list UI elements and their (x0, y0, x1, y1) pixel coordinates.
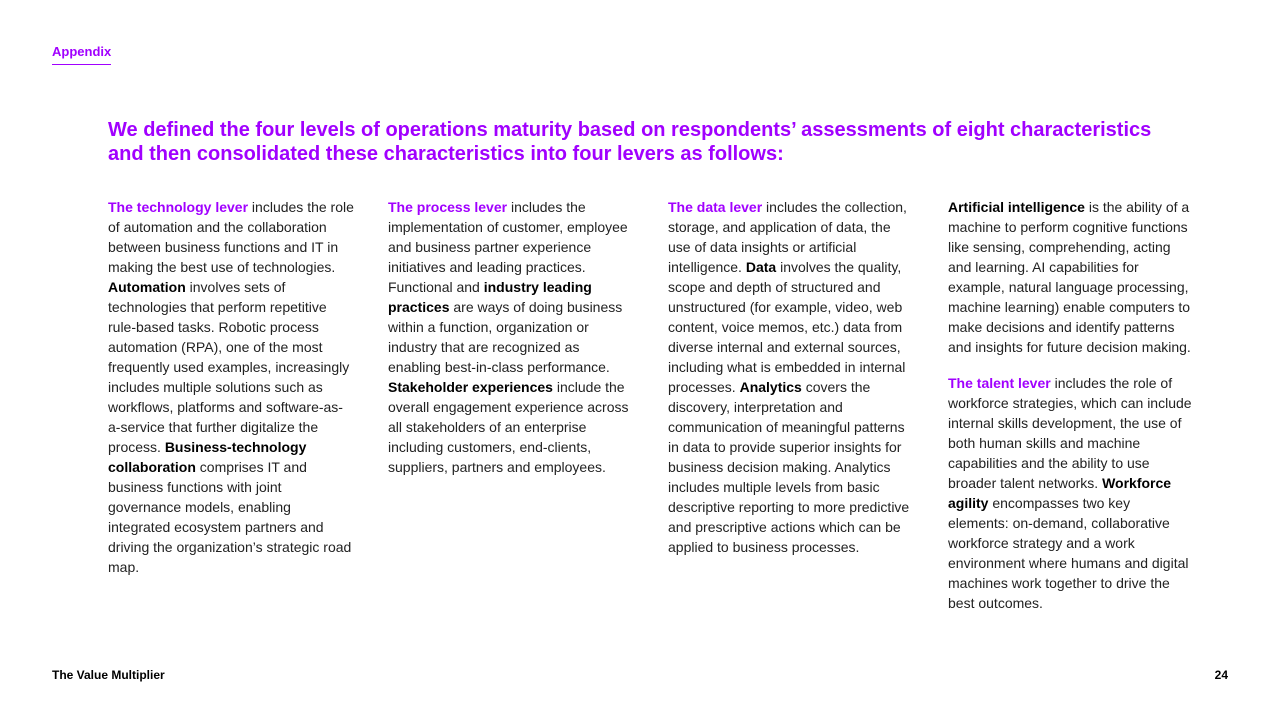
body-text: includes the implementation of customer, employee and business partner experience initiatives and leading practices. Functional and (388, 199, 628, 295)
body-text: includes the role of workforce strategies, which can include internal skills development, the use of both human skills and machine capabilities and the ability to use broader talent networks. (948, 375, 1192, 491)
ai-and-talent-column (948, 197, 1194, 629)
emphasis-text: Workforce agility (948, 475, 1172, 511)
body-text: is the ability of a machine to perform cognitive functions like sensing, comprehending, acting and learning. AI capabilities for example, natural language processing, machine learning) enable computers to make decisions and identify patterns and insights for future decision making. (948, 199, 1191, 355)
emphasis-text: Business-technology collaboration (108, 439, 307, 475)
emphasis-text: The talent lever (948, 375, 1051, 391)
technology-lever-column (108, 197, 354, 593)
column-paragraph (948, 373, 1194, 613)
body-text: include the overall engagement experience across all stakeholders of an enterprise including customers, end-clients, suppliers, partners and employees. (388, 379, 629, 475)
emphasis-text: Stakeholder experiences (388, 379, 553, 395)
footer-title: The Value Multiplier (52, 668, 165, 682)
emphasis-text: Data (745, 259, 777, 275)
process-lever-column (388, 197, 634, 493)
emphasis-text: Analytics (739, 379, 802, 395)
column-paragraph (668, 197, 914, 557)
column-paragraph (948, 197, 1194, 357)
section-tag: Appendix (52, 44, 111, 65)
emphasis-text: Artificial intelligence (948, 199, 1085, 215)
page-headline: We defined the four levels of operations maturity based on respondents’ assessments of eight characteristics and then consolidated these characteristics into four levers as follows: (108, 119, 1152, 165)
emphasis-text: The process lever (388, 199, 508, 215)
body-text: involves the quality, scope and depth of structured and unstructured (for example, video, web content, voice memos, etc.) data from diverse internal and external sources, including what is embedded in internal processes. (668, 259, 906, 395)
body-text: covers the discovery, interpretation and communication of meaningful patterns in data to provide superior insights for business decision making. Analytics includes multiple levels from basic descriptive reporting to more predictive and prescriptive actions which can be applied to business processes. (668, 379, 910, 555)
column-paragraph (388, 197, 634, 477)
body-text: includes the role of automation and the collaboration between business functions and IT in making the best use of technologies. (108, 199, 354, 275)
emphasis-text: The data lever (668, 199, 763, 215)
emphasis-text: industry leading practices (388, 279, 592, 315)
data-lever-column (668, 197, 914, 573)
body-text: includes the collection, storage, and application of data, the use of data insights or artificial intelligence. (668, 199, 907, 275)
emphasis-text: The technology lever (108, 199, 249, 215)
emphasis-text: Automation (108, 279, 186, 295)
body-text: involves sets of technologies that perform repetitive rule-based tasks. Robotic process automation (RPA), one of the most frequently used examples, increasingly includes multiple solutions such as workflows, platforms and software-as-a-service that further digitalize the process. (108, 279, 350, 455)
column-paragraph (108, 197, 354, 577)
page-number: 24 (1214, 668, 1228, 682)
body-text: comprises IT and business functions with joint governance models, enabling integrated ecosystem partners and driving the organization’s strategic road map. (108, 459, 352, 575)
body-text: are ways of doing business within a function, organization or industry that are recognized as enabling best-in-class performance. (388, 299, 623, 375)
body-text: encompasses two key elements: on-demand, collaborative workforce strategy and a work environment where humans and digital machines work together to drive the best outcomes. (948, 495, 1189, 611)
